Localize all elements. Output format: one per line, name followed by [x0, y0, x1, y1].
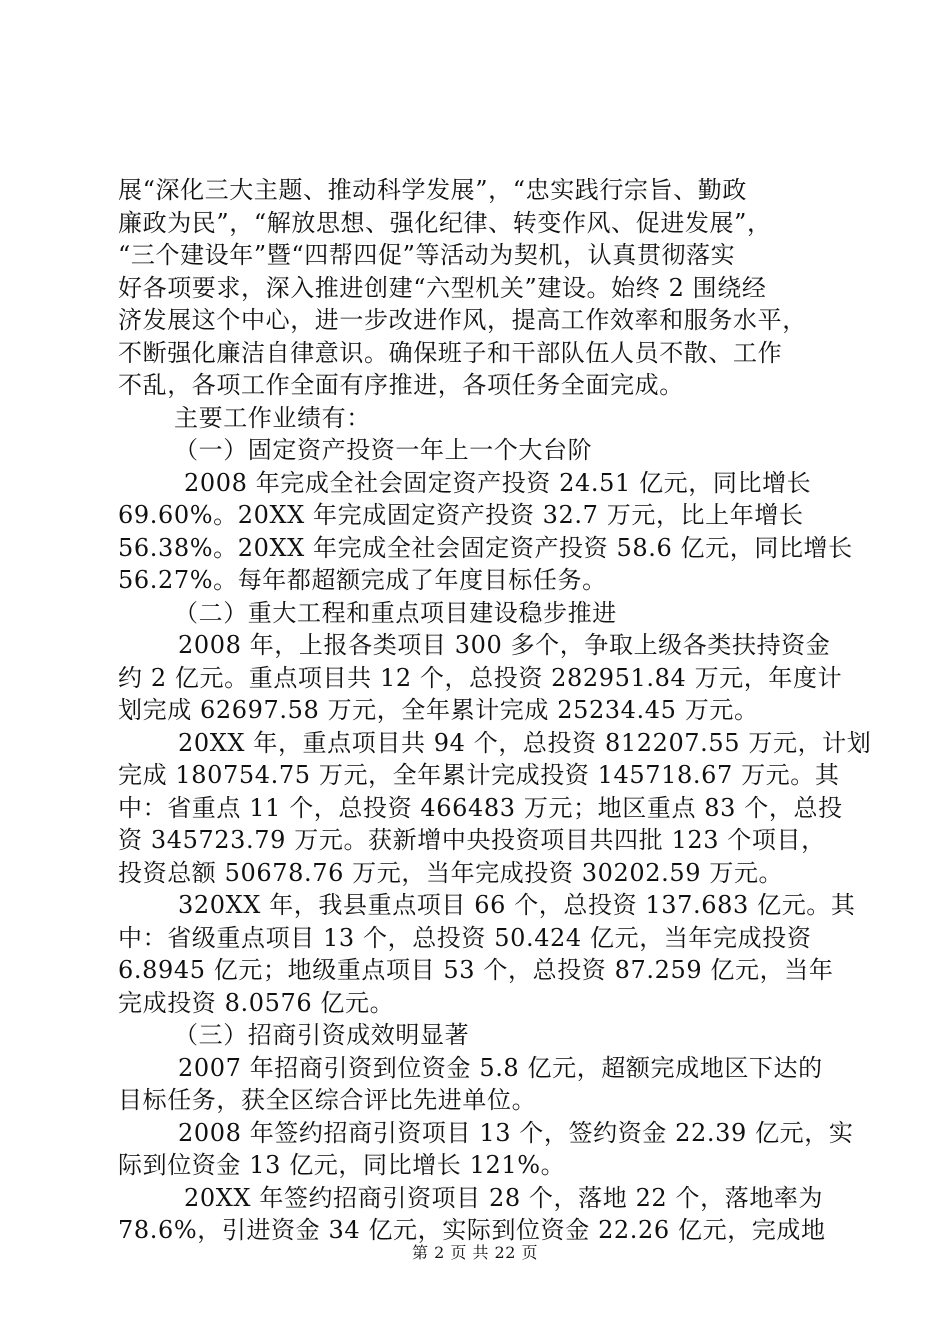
text-line: 6.8945 亿元；地级重点项目 53 个，总投资 87.259 亿元，当年	[118, 956, 834, 984]
text-line: 56.27%。每年都超额完成了年度目标任务。	[118, 566, 607, 594]
text-line: （一）固定资产投资一年上一个大台阶	[174, 436, 593, 464]
text-line: 约 2 亿元。重点项目共 12 个，总投资 282951.84 万元，年度计	[118, 663, 843, 692]
text-line: 20XX 年签约招商引资项目 28 个，落地 22 个，落地率为	[184, 1183, 824, 1212]
text-line: （三）招商引资成效明显著	[174, 1021, 470, 1049]
text-line: 2007 年招商引资到位资金 5.8 亿元，超额完成地区下达的	[178, 1053, 823, 1082]
text-line: 展“深化三大主题、推动科学发展”，“忠实践行宗旨、勤政	[118, 176, 748, 204]
text-line: 划完成 62697.58 万元，全年累计完成 25234.45 万元。	[118, 696, 759, 724]
text-line: （二）重大工程和重点项目建设稳步推进	[174, 598, 617, 627]
text-line: 投资总额 50678.76 万元，当年完成投资 30202.59 万元。	[118, 858, 784, 887]
body-text	[118, 174, 872, 1247]
text-line: 际到位资金 13 亿元，同比增长 121%。	[118, 1151, 566, 1179]
text-line: 2008 年完成全社会固定资产投资 24.51 亿元，同比增长	[184, 468, 812, 497]
text-line: “三个建设年”暨“四帮四促”等活动为契机，认真贯彻落实	[118, 241, 736, 269]
text-line: 2008 年签约招商引资项目 13 个，签约资金 22.39 亿元，实	[178, 1118, 854, 1147]
text-line: 济发展这个中心，进一步改进作风，提高工作效率和服务水平，	[118, 306, 807, 334]
text-line: 完成 180754.75 万元，全年累计完成投资 145718.67 万元。其	[118, 761, 840, 789]
text-line: 69.60%。20XX 年完成固定资产投资 32.7 万元，比上年增长	[118, 501, 804, 529]
text-line: 中：省重点 11 个，总投资 466483 万元；地区重点 83 个，总投	[118, 793, 843, 822]
text-line: 2008 年，上报各类项目 300 多个，争取上级各类扶持资金	[178, 631, 831, 659]
text-line: 廉政为民”，“解放思想、强化纪律、转变作风、促进发展”，	[118, 208, 772, 237]
text-line: 20XX 年，重点项目共 94 个，总投资 812207.55 万元，计划	[178, 728, 872, 757]
text-line: 78.6%，引进资金 34 亿元，实际到位资金 22.26 亿元，完成地	[118, 1216, 826, 1244]
text-line: 主要工作业绩有：	[174, 403, 371, 432]
page-footer: 第 2 页 共 22 页	[412, 1243, 538, 1262]
text-line: 不断强化廉洁自律意识。确保班子和干部队伍人员不散、工作	[118, 338, 783, 367]
text-line: 320XX 年，我县重点项目 66 个，总投资 137.683 亿元。其	[178, 891, 856, 919]
text-line: 中：省级重点项目 13 个，总投资 50.424 亿元，当年完成投资	[118, 923, 812, 952]
text-line: 56.38%。20XX 年完成全社会固定资产投资 58.6 亿元，同比增长	[118, 533, 853, 562]
text-line: 目标任务，获全区综合评比先进单位。	[118, 1086, 537, 1114]
text-line: 不乱，各项工作全面有序推进，各项任务全面完成。	[118, 371, 684, 399]
text-line: 完成投资 8.0576 亿元。	[118, 988, 395, 1017]
text-line: 好各项要求，深入推进创建“六型机关”建设。始终 2 围绕经	[118, 273, 767, 302]
text-line: 资 345723.79 万元。获新增中央投资项目共四批 123 个项目，	[118, 826, 826, 854]
